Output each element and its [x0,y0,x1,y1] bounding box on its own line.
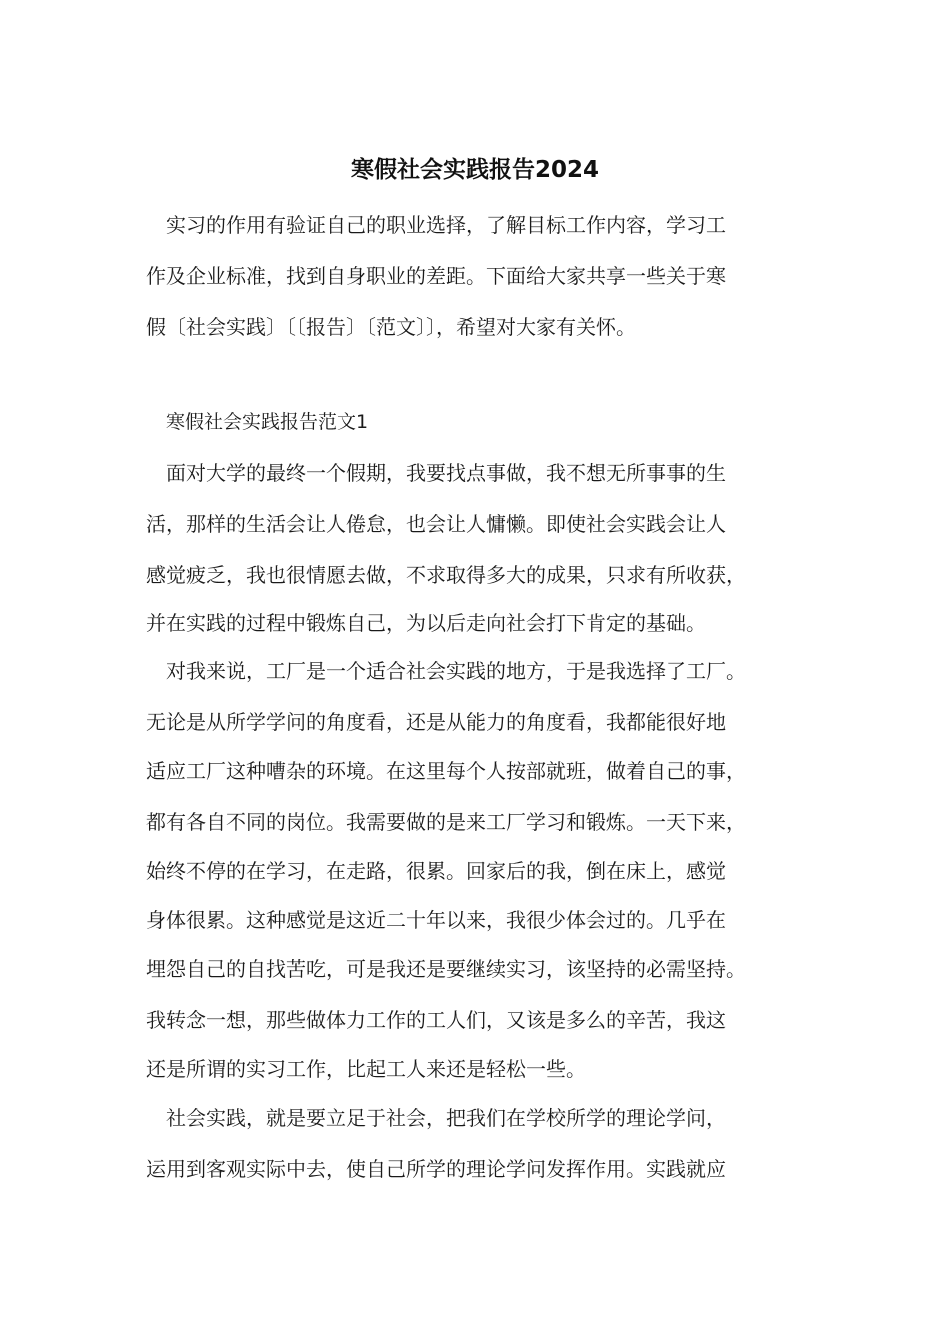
paragraph-line: 还是所谓的实习工作，比起工人来还是轻松一些。 [146,1057,586,1081]
paragraph-line: 面对大学的最终一个假期，我要找点事做，我不想无所事事的生 [166,461,726,485]
paragraph-line: 我转念一想，那些做体力工作的工人们，又该是多么的辛苦，我这 [146,1008,726,1032]
paragraph-line: 运用到客观实际中去，使自己所学的理论学问发挥作用。实践就应 [146,1157,726,1181]
paragraph-line: 实习的作用有验证自己的职业选择，了解目标工作内容，学习工 [166,213,726,237]
paragraph-line: 假〔社会实践〕〔〔报告〕〔范文〕〕，希望对大家有关怀。 [146,315,636,339]
paragraph-line: 无论是从所学学问的角度看，还是从能力的角度看，我都能很好地 [146,710,726,734]
paragraph-line: 感觉疲乏，我也很情愿去做，不求取得多大的成果，只求有所收获， [146,563,746,587]
paragraph-line: 对我来说，工厂是一个适合社会实践的地方，于是我选择了工厂。 [166,659,746,683]
paragraph-line: 适应工厂这种嘈杂的环境。在这里每个人按部就班，做着自己的事， [146,759,746,783]
paragraph-line: 始终不停的在学习，在走路，很累。回家后的我，倒在床上，感觉 [146,859,726,883]
paragraph-line: 活，那样的生活会让人倦怠，也会让人慵懒。即使社会实践会让人 [146,512,726,536]
paragraph-line: 身体很累。这种感觉是这近二十年以来，我很少体会过的。几乎在 [146,908,726,932]
paragraph-line: 社会实践，就是要立足于社会，把我们在学校所学的理论学问， [166,1106,726,1130]
paragraph-line: 作及企业标准，找到自身职业的差距。下面给大家共享一些关于寒 [146,264,726,288]
paragraph-line: 埋怨自己的自找苦吃，可是我还是要继续实习，该坚持的必需坚持。 [146,957,746,981]
paragraph-line: 都有各自不同的岗位。我需要做的是来工厂学习和锻炼。一天下来， [146,810,746,834]
paragraph-line: 并在实践的过程中锻炼自己，为以后走向社会打下肯定的基础。 [146,611,706,635]
section-heading: 寒假社会实践报告范文1 [166,411,369,433]
document-title: 寒假社会实践报告2024 [350,157,599,183]
